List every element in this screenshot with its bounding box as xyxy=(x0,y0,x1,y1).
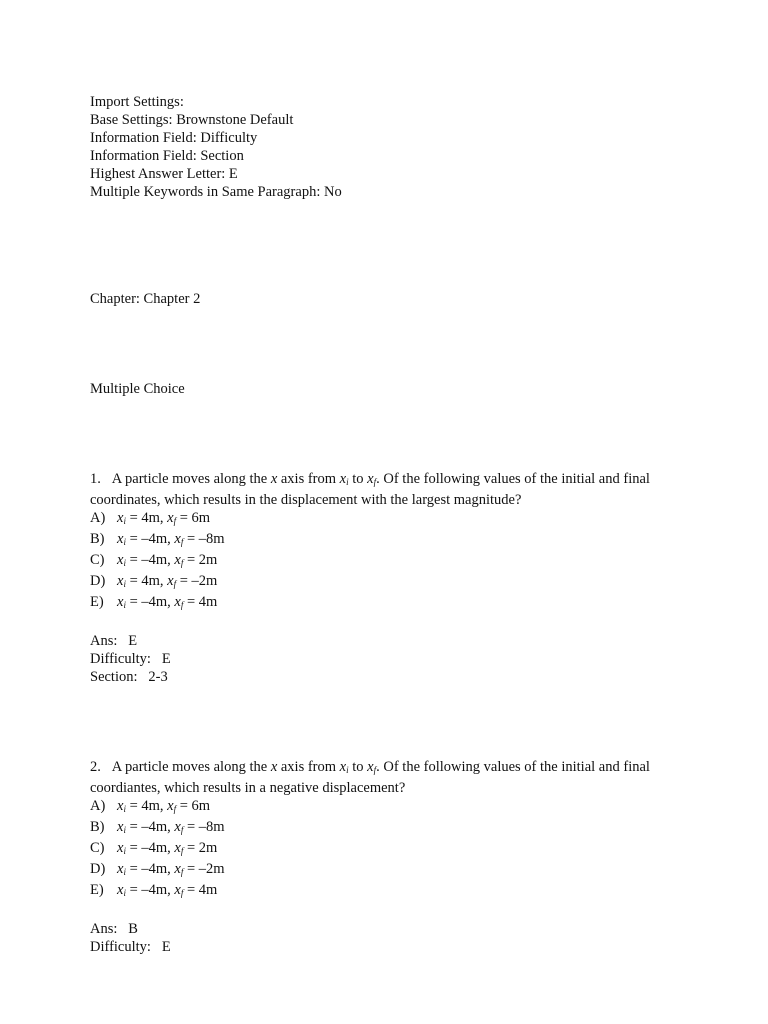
question-1 xyxy=(90,470,690,686)
answer-choice: E) $x_i = -4m$, $x_f = 4m$ xyxy=(90,882,218,898)
answer-choice: D) $x_i = -4m$, $x_f = -2m$ xyxy=(90,861,225,877)
settings-line: Information Field: Difficulty xyxy=(90,130,258,146)
import-settings-block xyxy=(90,93,690,201)
settings-line: Base Settings: Brownstone Default xyxy=(90,112,294,128)
question-number: 1. xyxy=(90,471,101,487)
section-field: Section: 2-3 xyxy=(90,669,168,685)
difficulty-field: Difficulty: E xyxy=(90,939,171,955)
difficulty-field: Difficulty: E xyxy=(90,651,171,667)
settings-line: Information Field: Section xyxy=(90,148,244,164)
settings-line: Highest Answer Letter: E xyxy=(90,166,238,182)
question-number: 2. xyxy=(90,759,101,775)
answer-choice: B) $x_i = -4m$, $x_f = -8m$ xyxy=(90,531,225,547)
document-page xyxy=(90,93,690,956)
answer-key: Ans: B xyxy=(90,921,138,937)
answer-key: Ans: E xyxy=(90,633,138,649)
answer-choice: B) $x_i = -4m$, $x_f = -8m$ xyxy=(90,819,225,835)
settings-line: Multiple Keywords in Same Paragraph: No xyxy=(90,184,342,200)
answer-choice: A) $x_i = 4m$, $x_f = 6m$ xyxy=(90,510,211,526)
section-heading: Multiple Choice xyxy=(90,381,185,397)
answer-choice: C) $x_i = -4m$, $x_f = 2m$ xyxy=(90,552,218,568)
answer-choice: A) $x_i = 4m$, $x_f = 6m$ xyxy=(90,798,211,814)
question-stem: 2. A particle moves along the x axis from $x_i$ to $x_f$. Of the following values of the initial and final coordiantes, which results in a negative displacement? xyxy=(90,759,650,796)
chapter-heading: Chapter: Chapter 2 xyxy=(90,291,201,307)
answer-choice: C) $x_i = -4m$, $x_f = 2m$ xyxy=(90,840,218,856)
answer-choice: E) $x_i = -4m$, $x_f = 4m$ xyxy=(90,594,218,610)
settings-line: Import Settings: xyxy=(90,94,184,110)
question-stem: 1. A particle moves along the x axis from $x_i$ to $x_f$. Of the following values of the initial and final coordinates, which results in the displacement with the largest magnitude? xyxy=(90,471,650,508)
answer-choice: D) $x_i = 4m$, $x_f = -2m$ xyxy=(90,573,218,589)
question-2 xyxy=(90,758,690,956)
